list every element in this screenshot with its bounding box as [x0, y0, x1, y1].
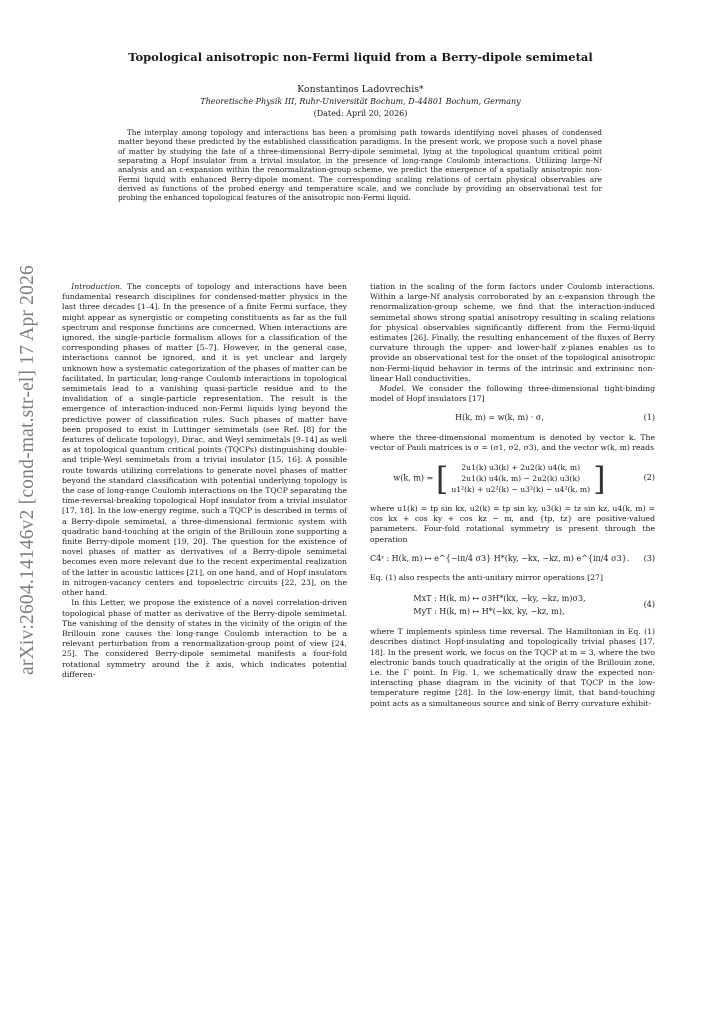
model-text: We consider the following three-dimensional tight-binding model of Hopf insulators [17] — [370, 384, 655, 404]
equation-3-number: (3) — [643, 553, 655, 563]
equation-4-line-a: MxT : H(k, m) ↦ σ3H*(kx, −ky, −kz, m)σ3, — [413, 594, 586, 604]
right-column — [370, 282, 655, 709]
equation-4-lines — [413, 592, 585, 618]
intro-paragraph-1 — [62, 282, 347, 598]
intro-lead: Introduction. — [71, 282, 123, 291]
equation-4 — [370, 592, 655, 618]
affiliation: Theoretische Physik III, Ruhr-Universität Bochum, D-44801 Bochum, Germany — [200, 97, 521, 106]
paragraph-after-eq2: where u1(k) = tp sin kx, u2(k) = tp sin ky, u3(k) = tz sin kz, u4(k, m) = cos kx + cos ky + cos kz − m, and {tp, tz} are positive-valued parameters. Four-fold rotational symmetry is present through the operation — [370, 504, 655, 544]
arxiv-identifier-text: arXiv:2604.14146v2 [cond-mat.str-el] 17 Apr 2026 — [17, 265, 38, 675]
equation-4-line-b: MyT : H(k, m) ↦ H*(−kx, ky, −kz, m), — [413, 607, 565, 617]
paragraph-after-eq4: where T implements spinless time reversal. The Hamiltonian in Eq. (1) describes distinct Hopf-insulating and topologically trivial phases [17, 18]. In the present work, we focus on the TQCP at m = 3, where the two electronic bands touch quadratically at the origin of the Brillouin zone, i.e. the Γ point. In Fig. 1, we schematically draw the expected non-interacting phase diagram in the vicinity of that TQCP in the low-temperature regime [28]. In the low-energy limit, that band-touching point acts as a simultaneous source and sink of Berry curvature exhibit- — [370, 627, 655, 708]
right-bracket: ] — [593, 459, 606, 498]
equation-1-body: H(k, m) = w(k, m) · σ, — [455, 413, 544, 423]
equation-2-number: (2) — [643, 473, 655, 483]
author: Konstantinos Ladovrechis* — [297, 84, 424, 95]
equation-2-lhs: w(k, m) = — [393, 473, 434, 483]
equation-1-number: (1) — [643, 413, 655, 423]
matrix-row: 2u1(k) u4(k, m) − 2u2(k) u3(k) — [461, 474, 581, 484]
matrix-rows — [448, 462, 593, 495]
left-bracket: [ — [435, 459, 449, 498]
equation-3 — [370, 554, 655, 564]
equation-2-matrix — [435, 459, 606, 498]
arxiv-identifier — [8, 255, 48, 685]
paper-title: Topological anisotropic non-Fermi liquid from a Berry-dipole semimetal — [128, 50, 593, 64]
model-paragraph — [370, 384, 655, 404]
date-line: (Dated: April 20, 2026) — [313, 109, 408, 118]
matrix-row: u1²(k) + u2²(k) − u3²(k) − u4²(k, m) — [451, 485, 591, 495]
equation-1 — [370, 413, 655, 423]
equation-4-number: (4) — [643, 600, 655, 610]
paragraph-after-eq3: Eq. (1) also respects the anti-unitary mirror operations [27] — [370, 573, 603, 583]
equation-4-body — [370, 592, 629, 618]
equation-2-body — [370, 459, 629, 498]
abstract: The interplay among topology and interactions has been a promising path towards identifying novel phases of condensed matter beyond these predicted by the established classification paradigms. In the present work, we propose such a novel phase of matter by studying the fate of a three-dimensional Berry-dipole semimetal, lying at the topological quantum critical point separating a Hopf insulator from a trivial insulator, in the presence of long-range Coulomb interactions. Utilizing large-Nf analysis and an ε-expansion within the renormalization-group scheme, we predict the emergence of a spatially anisotropic non-Fermi liquid with enhanced Berry-dipole moment. The corresponding scaling relations of certain physical observables are derived as functions of the probed energy and temperature scale, and we conclude by providing an observational test for probing the enhanced topological features of the anisotropic non-Fermi liquid. — [118, 128, 602, 203]
equation-3-body: C4ᶻ : H(k, m) ↦ e^{−iπ/4 σ3} H*(ky, −kx, −kz, m) e^{iπ/4 σ3}. — [370, 553, 630, 563]
paragraph-after-eq1: where the three-dimensional momentum is denoted by vector k. The vector of Pauli matrices is σ = (σ1, σ2, σ3), and the vector w(k, m) reads — [370, 432, 655, 452]
left-column — [62, 282, 347, 680]
matrix-row: 2u1(k) u3(k) + 2u2(k) u4(k, m) — [461, 463, 581, 473]
intro-paragraph-2: In this Letter, we propose the existence of a novel correlation-driven topological phase of matter as derivative of the Berry-dipole semimetal. The vanishing of the density of states in the vicinity of the origin of the Brillouin zone causes the long-range Coulomb interaction to be a relevant perturbation from a renormalization-group point of view [24, 25]. The considered Berry-dipole semimetal manifests a four-fold rotational symmetry around the ẑ axis, which indicates potential differen- — [62, 598, 347, 679]
intro-text-1: The concepts of topology and interactions have been fundamental research disciplines for condensed-matter physics in the last three decades [1–4]. In the presence of a finite Fermi surface, they might appear as synergistic or competing constituents as far as the full spectrum and response functions are concerned. When interactions are ignored, the single-particle formalism allows for a classification of the corresponding phases of matter [5–7]. However, in the general case, interactions cannot be ignored, and it is yet unclear and largely unknown how a systematic categorization of the phases of matter can be facilitated. In particular, long-range Coulomb interactions in topological semimetals lead to a vanishing quasi-particle residue and to the invalidation of a single-particle representation. The result is the emergence of interaction-induced non-Fermi liquids lying beyond the predictive power of classification rules. Such phases of matter have been proposed to exist in Luttinger semimetals (see Ref. [8] for the features of delicate topology), Dirac, and Weyl semimetals [9–14] as well as at topological quantum critical points (TQCPs) distinguishing double- and triple-Weyl semimetals from a trivial insulator [15, 16]. A possible route towards utilizing correlations to generate novel phases of matter beyond the standard classification with potential underlying topology is the case of long-range Coulomb interactions on the TQCP separating the time-reversal-breaking topological Hopf insulator from a trivial insulator [17, 18]. In the low-energy regime, such a TQCP is described in terms of a Berry-dipole semimetal, a three-dimensional fermionic system with quadratic band-touching at the origin of the Brillouin zone supporting a finite Berry-dipole moment [19, 20]. The question for the existence of novel phases of matter as derivatives of a Berry-dipole semimetal becomes even more relevant due to the recent experimental realization of the latter in acoustic lattices [21], on one hand, and of Hopf insulators in nitrogen-vacancy centers and topoelectric circuits [22, 23], on the other hand. — [62, 282, 347, 598]
model-lead: Model. — [379, 384, 407, 394]
equation-2 — [370, 459, 655, 498]
continued-paragraph: tiation in the scaling of the form factors under Coulomb interactions. Within a large-Nf analysis corroborated by an ε-expansion through the renormalization-group scheme, we find that the interaction-induced semimetal shows strong spatial anisotropy resulting in scaling relations for physical observables significantly different from the Fermi-liquid estimates [26]. Finally, the resulting enhancement of the fluxes of Berry curvature through the upper- and lower-half z-planes enables us to provide an observational test for the onset of the topological anisotropic non-Fermi-liquid behavior in terms of the intrinsic and extrinsinc non-linear Hall conductivities. — [370, 282, 655, 383]
